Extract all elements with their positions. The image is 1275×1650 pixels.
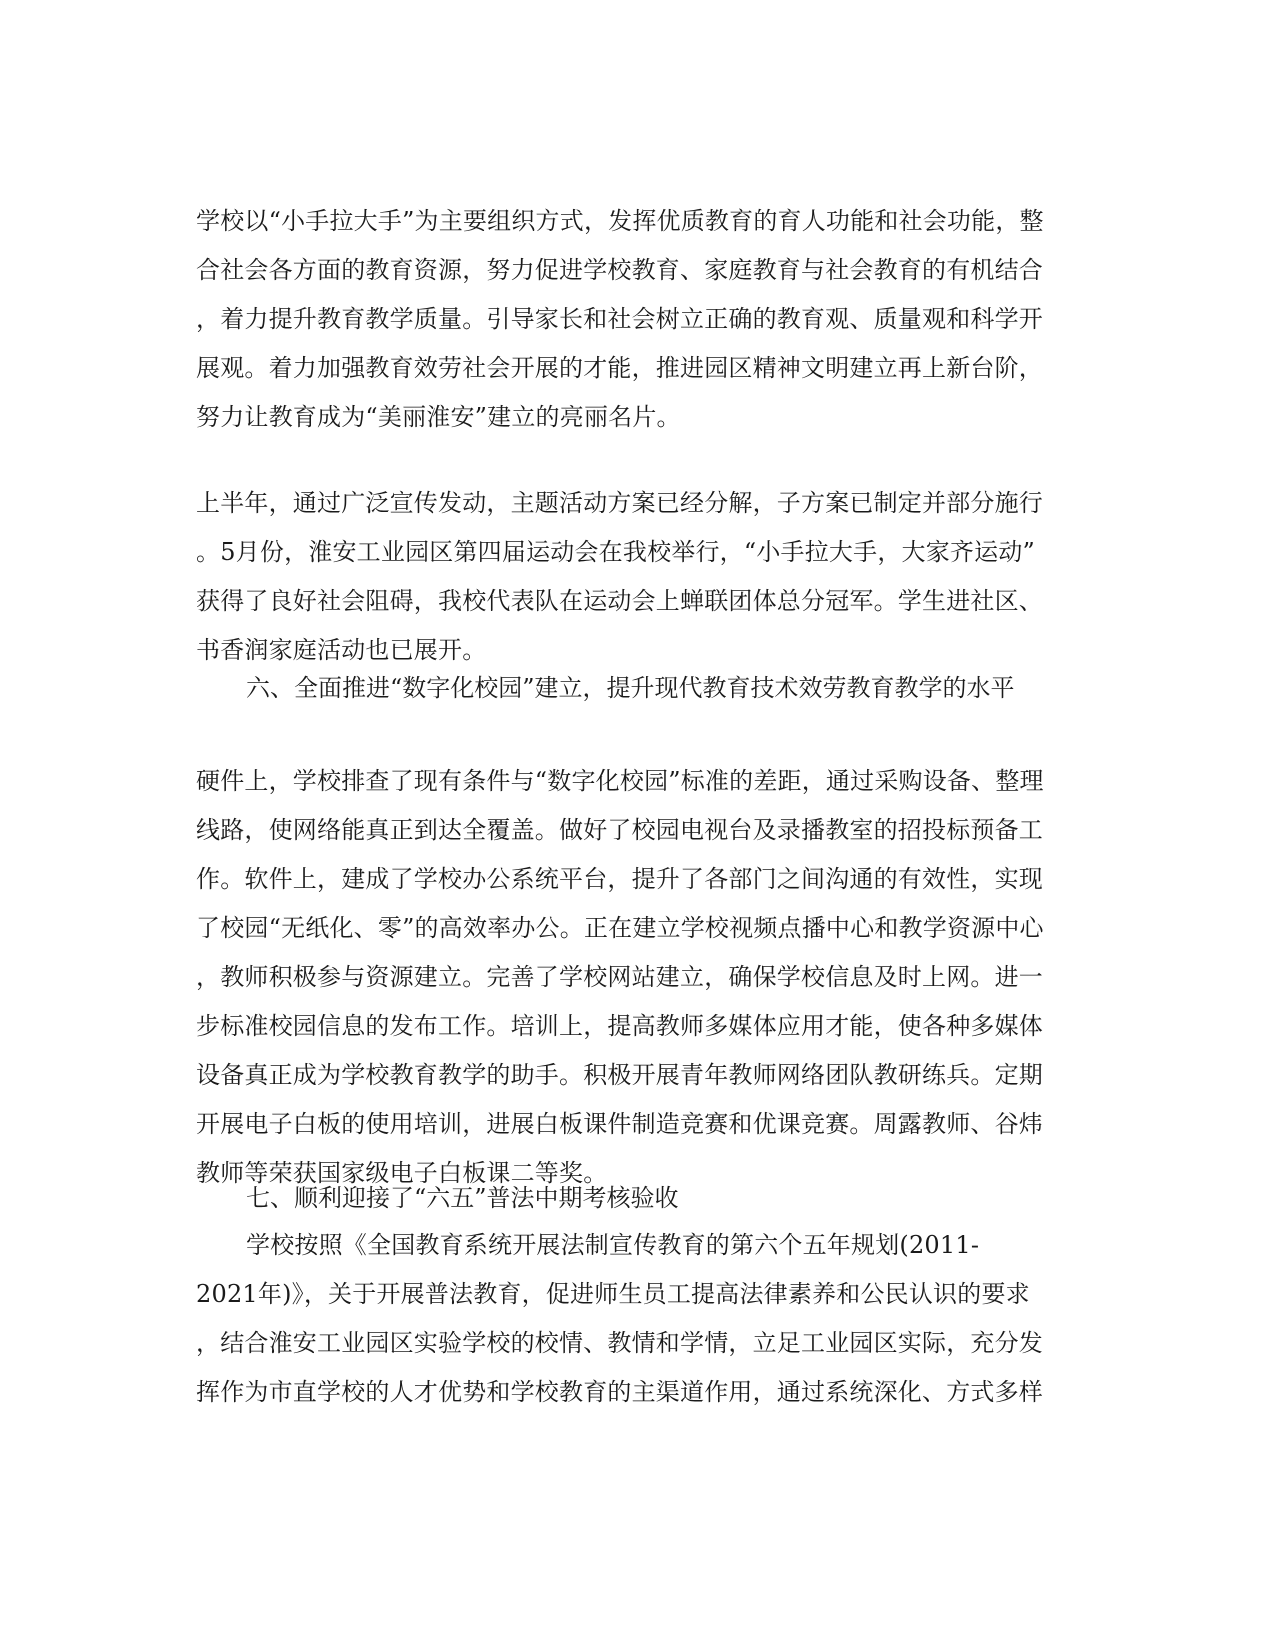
text-line: 获得了良好社会阻碍，我校代表队在运动会上蝉联团体总分冠军。学生进社区、 <box>196 587 1043 615</box>
section-heading-seven: 七、顺利迎接了“六五”普法中期考核验收 <box>246 1184 679 1212</box>
text-line: 设备真正成为学校教育教学的助手。积极开展青年教师网络团队教研练兵。定期 <box>196 1061 1043 1089</box>
text-line: 2021年)》，关于开展普法教育，促进师生员工提高法律素养和公民认识的要求 <box>196 1280 1030 1308</box>
text-line: 上半年，通过广泛宣传发动，主题活动方案已经分解，子方案已制定并部分施行 <box>196 489 1043 517</box>
text-line: 开展电子白板的使用培训，进展白板课件制造竞赛和优课竞赛。周露教师、谷炜 <box>196 1110 1043 1138</box>
paragraph-legal-education <box>196 1221 1076 1417</box>
text-line: 。5月份，淮安工业园区第四届运动会在我校举行，“小手拉大手，大家齐运动” <box>196 538 1036 566</box>
text-line: 努力让教育成为“美丽淮安”建立的亮丽名片。 <box>196 403 681 431</box>
text-line: 线路，使网络能真正到达全覆盖。做好了校园电视台及录播教室的招投标预备工 <box>196 816 1043 844</box>
text-line: 展观。着力加强教育效劳社会开展的才能，推进园区精神文明建立再上新台阶， <box>196 354 1043 382</box>
text-line: ，教师积极参与资源建立。完善了学校网站建立，确保学校信息及时上网。进一 <box>196 963 1043 991</box>
text-line: 书香润家庭活动也已展开。 <box>196 636 487 664</box>
text-line: 挥作为市直学校的人才优势和学校教育的主渠道作用，通过系统深化、方式多样 <box>196 1378 1043 1406</box>
text-line: 作。软件上，建成了学校办公系统平台，提升了各部门之间沟通的有效性，实现 <box>196 865 1043 893</box>
paragraph-first-half-year <box>196 479 1076 675</box>
text-line: 了校园“无纸化、零”的高效率办公。正在建立学校视频点播中心和教学资源中心 <box>196 914 1044 942</box>
section-heading-six: 六、全面推进“数字化校园”建立，提升现代教育技术效劳教育教学的水平 <box>246 674 1015 702</box>
text-line: 教师等荣获国家级电子白板课二等奖。 <box>196 1159 608 1187</box>
text-line: 合社会各方面的教育资源，努力促进学校教育、家庭教育与社会教育的有机结合 <box>196 256 1043 284</box>
paragraph-community-education <box>196 197 1076 442</box>
text-line: 学校以“小手拉大手”为主要组织方式，发挥优质教育的育人功能和社会功能，整 <box>196 207 1044 235</box>
text-line: 学校按照《全国教育系统开展法制宣传教育的第六个五年规划(2011- <box>246 1231 980 1259</box>
text-line: 步标准校园信息的发布工作。培训上，提高教师多媒体应用才能，使各种多媒体 <box>196 1012 1043 1040</box>
text-line: 硬件上，学校排查了现有条件与“数字化校园”标准的差距，通过采购设备、整理 <box>196 767 1044 795</box>
paragraph-digital-campus <box>196 757 1076 1198</box>
text-line: ，结合淮安工业园区实验学校的校情、教情和学情，立足工业园区实际，充分发 <box>196 1329 1043 1357</box>
text-line: ，着力提升教育教学质量。引导家长和社会树立正确的教育观、质量观和科学开 <box>196 305 1043 333</box>
